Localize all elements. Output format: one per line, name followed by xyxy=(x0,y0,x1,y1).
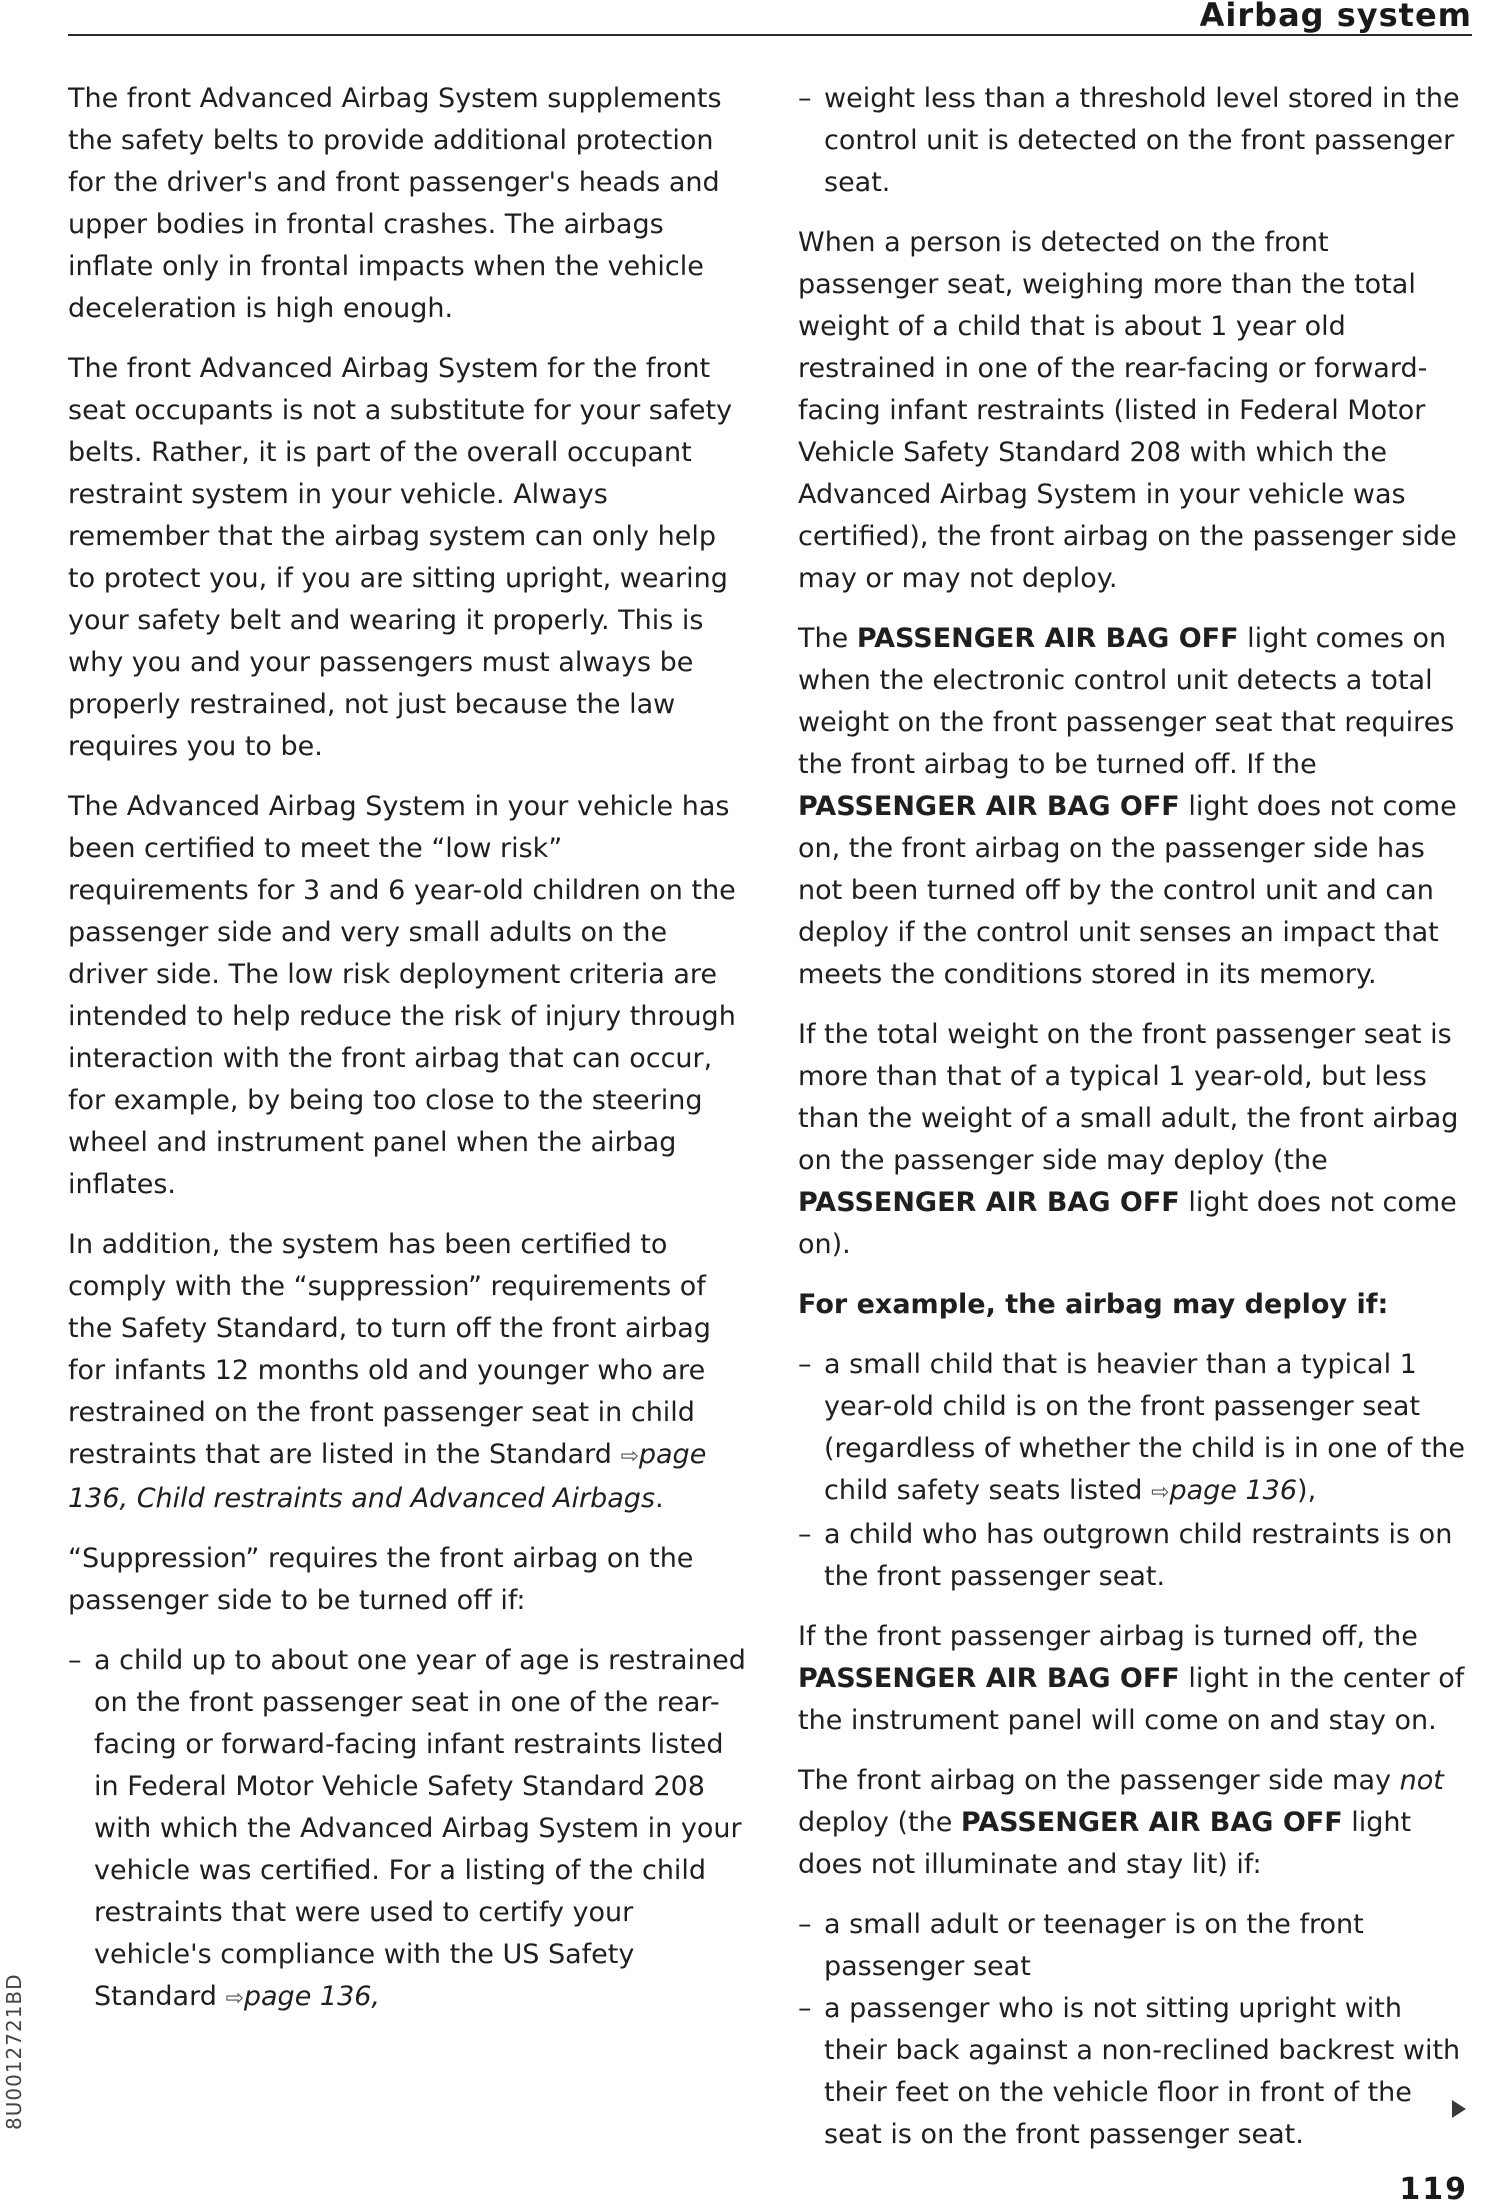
paragraph-text: light does not illuminate and stay lit) if: xyxy=(798,1807,1412,1880)
indicator-name: PASSENGER AIR BAG OFF xyxy=(798,791,1180,822)
document-code: 8U0012721BD xyxy=(2,1973,26,2130)
list-item-text: a child up to about one year of age is restrained on the front passenger seat in one of the rear-facing or forward-facing infant restraints listed in Federal Motor Vehicle Safety Standard 208 with which the Advanced Airbag System in your vehicle was certified. For a listing of the child restraints that were used to certify your vehicle's compliance with the US Safety Standard xyxy=(94,1645,746,2012)
page-header-title: Airbag system xyxy=(1199,0,1472,34)
indicator-name: PASSENGER AIR BAG OFF xyxy=(798,1663,1180,1694)
list-item: – a small adult or teenager is on the front passenger seat xyxy=(798,1904,1470,1988)
page-ref-arrow-icon: ⇨ xyxy=(620,1444,639,1469)
indicator-name: PASSENGER AIR BAG OFF xyxy=(960,1807,1343,1838)
paragraph xyxy=(798,1014,1470,1266)
bullet-list xyxy=(798,78,1470,204)
bullet-list xyxy=(798,1344,1470,1598)
indicator-name: PASSENGER AIR BAG OFF xyxy=(856,623,1239,654)
paragraph: In addition, the system has been certified to comply with the “suppression” requirements of the Safety Standard, to turn off the front airbag for infants 12 months old and younger who are restrained on the front passenger seat in child restraints that are listed in the Standard ⇨page 136, Child restraints and Advanced Airbags. xyxy=(68,1229,711,1514)
bullet-list xyxy=(798,1904,1470,2156)
paragraph-text: light does not come on, the front airbag on the passenger side has not been turned off by the control unit and can deploy if the control unit senses an impact that meets the conditions stored in its memory. xyxy=(798,791,1457,990)
paragraph-text: deploy (the xyxy=(798,1807,953,1838)
paragraph: The front Advanced Airbag System for the front seat occupants is not a substitute for your safety belts. Rather, it is part of the overall occupant restraint system in your vehicle. Always remember that the airbag system can only help to protect you, if you are sitting upright, wearing your safety belt and wearing it properly. This is why you and your passengers must always be properly restrained, not just because the law requires you to be. xyxy=(68,353,733,762)
list-item: – a child who has outgrown child restraints is on the front passenger seat. xyxy=(798,1514,1470,1598)
paragraph: “Suppression” requires the front airbag on the passenger side to be turned off if: xyxy=(68,1543,694,1616)
page-ref-arrow-icon: ⇨ xyxy=(225,1986,244,2011)
paragraph: The front Advanced Airbag System supplements the safety belts to provide additional protection for the driver's and front passenger's heads and upper bodies in frontal crashes. The airbags inflate only in frontal impacts when the vehicle deceleration is high enough. xyxy=(68,83,722,324)
paragraph-text: light does not come on). xyxy=(798,1187,1457,1260)
continue-arrow-icon xyxy=(1452,2100,1466,2118)
paragraph-text: If the total weight on the front passenger seat is more than that of a typical 1 year-old, but less than the weight of a small adult, the front airbag on the passenger side may deploy (the xyxy=(798,1019,1459,1176)
emphasis-text: not xyxy=(1399,1765,1444,1796)
list-item xyxy=(68,1640,748,2020)
paragraph xyxy=(798,1616,1470,1742)
list-item: – weight less than a threshold level stored in the control unit is detected on the front passenger seat. xyxy=(798,78,1470,204)
paragraph xyxy=(798,618,1470,996)
list-item-text: a small child that is heavier than a typical 1 year-old child is on the front passenger seat (regardless of whether the child is in one of the child safety seats listed xyxy=(824,1349,1465,1506)
paragraph-text: light comes on when the electronic control unit detects a total weight on the front passenger seat that requires the front airbag to be turned off. If the xyxy=(798,623,1455,780)
left-column xyxy=(68,78,748,2038)
page-reference-link[interactable]: page 136, Child restraints and Advanced Airbags xyxy=(68,1439,707,1514)
page-ref-arrow-icon: ⇨ xyxy=(1151,1480,1170,1505)
paragraph-text: light in the center of the instrument panel will come on and stay on. xyxy=(798,1663,1465,1736)
list-item: – a passenger who is not sitting upright with their back against a non-reclined backrest with their feet on the vehicle floor in front of the seat is on the front passenger seat. xyxy=(798,1988,1470,2156)
paragraph: The Advanced Airbag System in your vehicle has been certified to meet the “low risk” requirements for 3 and 6 year-old children on the passenger side and very small adults on the driver side. The low risk deployment criteria are intended to help reduce the risk of injury through interaction with the front airbag that can occur, for example, by being too close to the steering wheel and instrument panel when the airbag inflates. xyxy=(68,791,736,1200)
right-column xyxy=(798,78,1470,2174)
paragraph-text: The front airbag on the passenger side may xyxy=(798,1765,1391,1796)
list-item-text: ), xyxy=(1297,1475,1317,1506)
page-reference-link[interactable]: page 136 xyxy=(1169,1475,1298,1506)
paragraph xyxy=(798,1760,1470,1886)
paragraph-text: In addition, the system has been certified to comply with the “suppression” requirements of the Safety Standard, to turn off the front airbag for infants 12 months old and younger who are restrained on the front passenger seat in child restraints that are listed in the Standard xyxy=(68,1229,711,1470)
paragraph-text: The xyxy=(798,623,849,654)
bullet-list xyxy=(68,1640,748,2020)
page-reference-link[interactable]: page 136, xyxy=(243,1981,381,2012)
section-heading: For example, the airbag may deploy if: xyxy=(798,1289,1389,1320)
list-item xyxy=(798,1344,1470,1514)
indicator-name: PASSENGER AIR BAG OFF xyxy=(798,1187,1180,1218)
page-number: 119 xyxy=(1399,2172,1468,2207)
paragraph-text: If the front passenger airbag is turned off, the xyxy=(798,1621,1418,1652)
paragraph: When a person is detected on the front passenger seat, weighing more than the total weight of a child that is about 1 year old restrained in one of the rear-facing or forward-facing infant restraints (listed in Federal Motor Vehicle Safety Standard 208 with which the Advanced Airbag System in your vehicle was certified), the front airbag on the passenger side may or may not deploy. xyxy=(798,227,1457,594)
header-divider xyxy=(68,34,1472,36)
